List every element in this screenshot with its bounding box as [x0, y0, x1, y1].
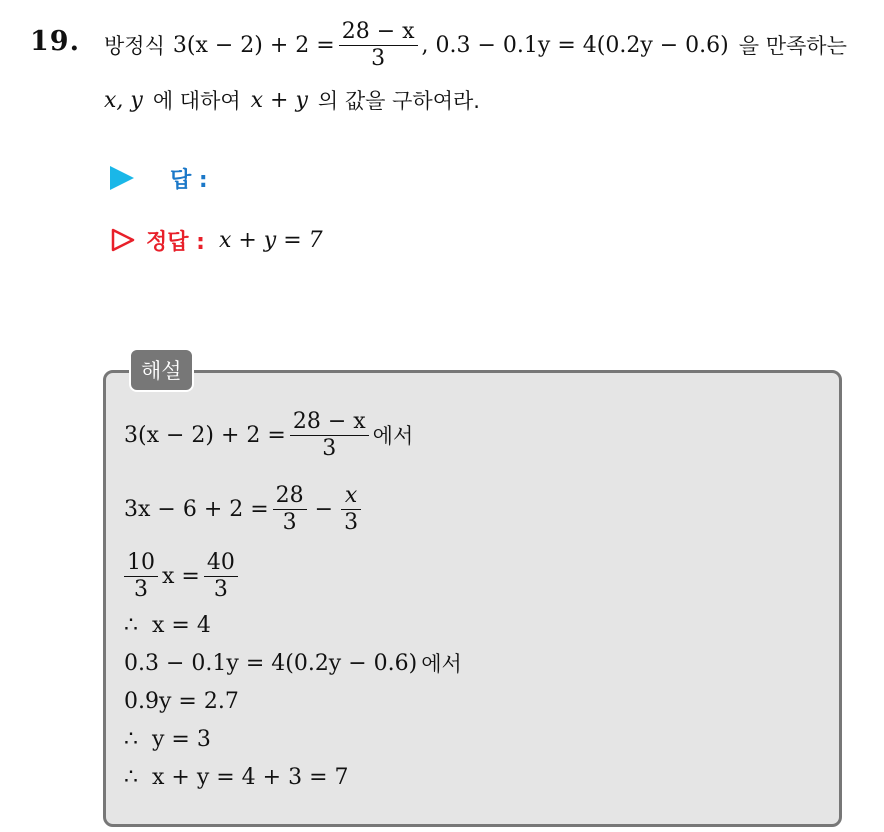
fraction-numerator: 28 − x: [292, 409, 366, 435]
solution-line-1: [124, 404, 413, 466]
question-word-equation: 방정식: [104, 34, 165, 58]
therefore-symbol: ∴: [124, 764, 138, 790]
solution-line-3: [124, 545, 242, 607]
solution-tag: 해설: [129, 348, 194, 392]
question-vars: x, y: [104, 87, 143, 113]
fraction-denominator: 3: [344, 509, 359, 535]
answer-label: 답 :: [170, 167, 208, 193]
question-word-satisfy: 을 만족하는: [738, 34, 847, 58]
fraction-denominator: 3: [371, 45, 386, 71]
fraction: [290, 409, 369, 461]
fraction-numerator: 40: [206, 550, 235, 576]
solution-line-6: [124, 686, 239, 716]
outline-arrow-icon: [110, 227, 136, 253]
play-arrow-icon: [110, 166, 134, 190]
equation-2: , 0.3 − 0.1y = 4(0.2y − 0.6): [421, 32, 729, 58]
solution-line-1-lhs: 3(x − 2) + 2 =: [124, 422, 286, 448]
answer-row: [110, 160, 208, 196]
solution-line-7-text: y = 3: [152, 726, 211, 752]
fraction: [124, 550, 158, 602]
fraction: [339, 19, 418, 71]
fraction: [204, 550, 238, 602]
therefore-symbol: ∴: [124, 612, 138, 638]
fraction-denominator: 3: [322, 435, 337, 461]
therefore-symbol: ∴: [124, 726, 138, 752]
correct-answer-value: x + y = 7: [218, 227, 323, 253]
fraction: [341, 483, 361, 535]
question-sum: x + y: [250, 87, 308, 113]
solution-line-6-text: 0.9y = 2.7: [124, 688, 239, 714]
fraction: [273, 483, 307, 535]
question-word-about: 에 대하여: [152, 89, 241, 113]
fraction-numerator: 28: [275, 483, 304, 509]
solution-line-4-text: x = 4: [152, 612, 211, 638]
question-word-value: 의 값을 구하여라.: [317, 89, 480, 113]
equation-1-lhs: 3(x − 2) + 2 =: [172, 32, 335, 58]
question-number: 19.: [30, 26, 80, 57]
fraction-denominator: 3: [213, 576, 228, 602]
correct-answer-row: [110, 222, 323, 258]
solution-line-1-suffix: 에서: [372, 424, 414, 448]
solution-line-5: [124, 648, 462, 678]
fraction-numerator: 10: [127, 550, 155, 576]
fraction-denominator: 3: [282, 509, 297, 535]
minus-sign: −: [314, 496, 334, 522]
fraction-denominator: 3: [134, 576, 148, 602]
question-line-2: [104, 82, 480, 118]
solution-line-7: [124, 724, 211, 754]
fraction-numerator: x: [344, 483, 358, 509]
solution-line-3-mid: x =: [162, 563, 200, 589]
solution-line-5-suffix: 에서: [421, 652, 462, 676]
solution-line-2-lhs: 3x − 6 + 2 =: [124, 496, 269, 522]
solution-line-4: [124, 610, 211, 640]
solution-line-2: [124, 478, 365, 540]
question-line-1: [104, 12, 847, 78]
solution-line-8-text: x + y = 4 + 3 = 7: [152, 764, 349, 790]
solution-line-8: [124, 762, 349, 792]
fraction-numerator: 28 − x: [341, 19, 415, 45]
solution-line-5-text: 0.3 − 0.1y = 4(0.2y − 0.6): [124, 650, 418, 676]
correct-answer-label: 정답 :: [146, 229, 205, 255]
